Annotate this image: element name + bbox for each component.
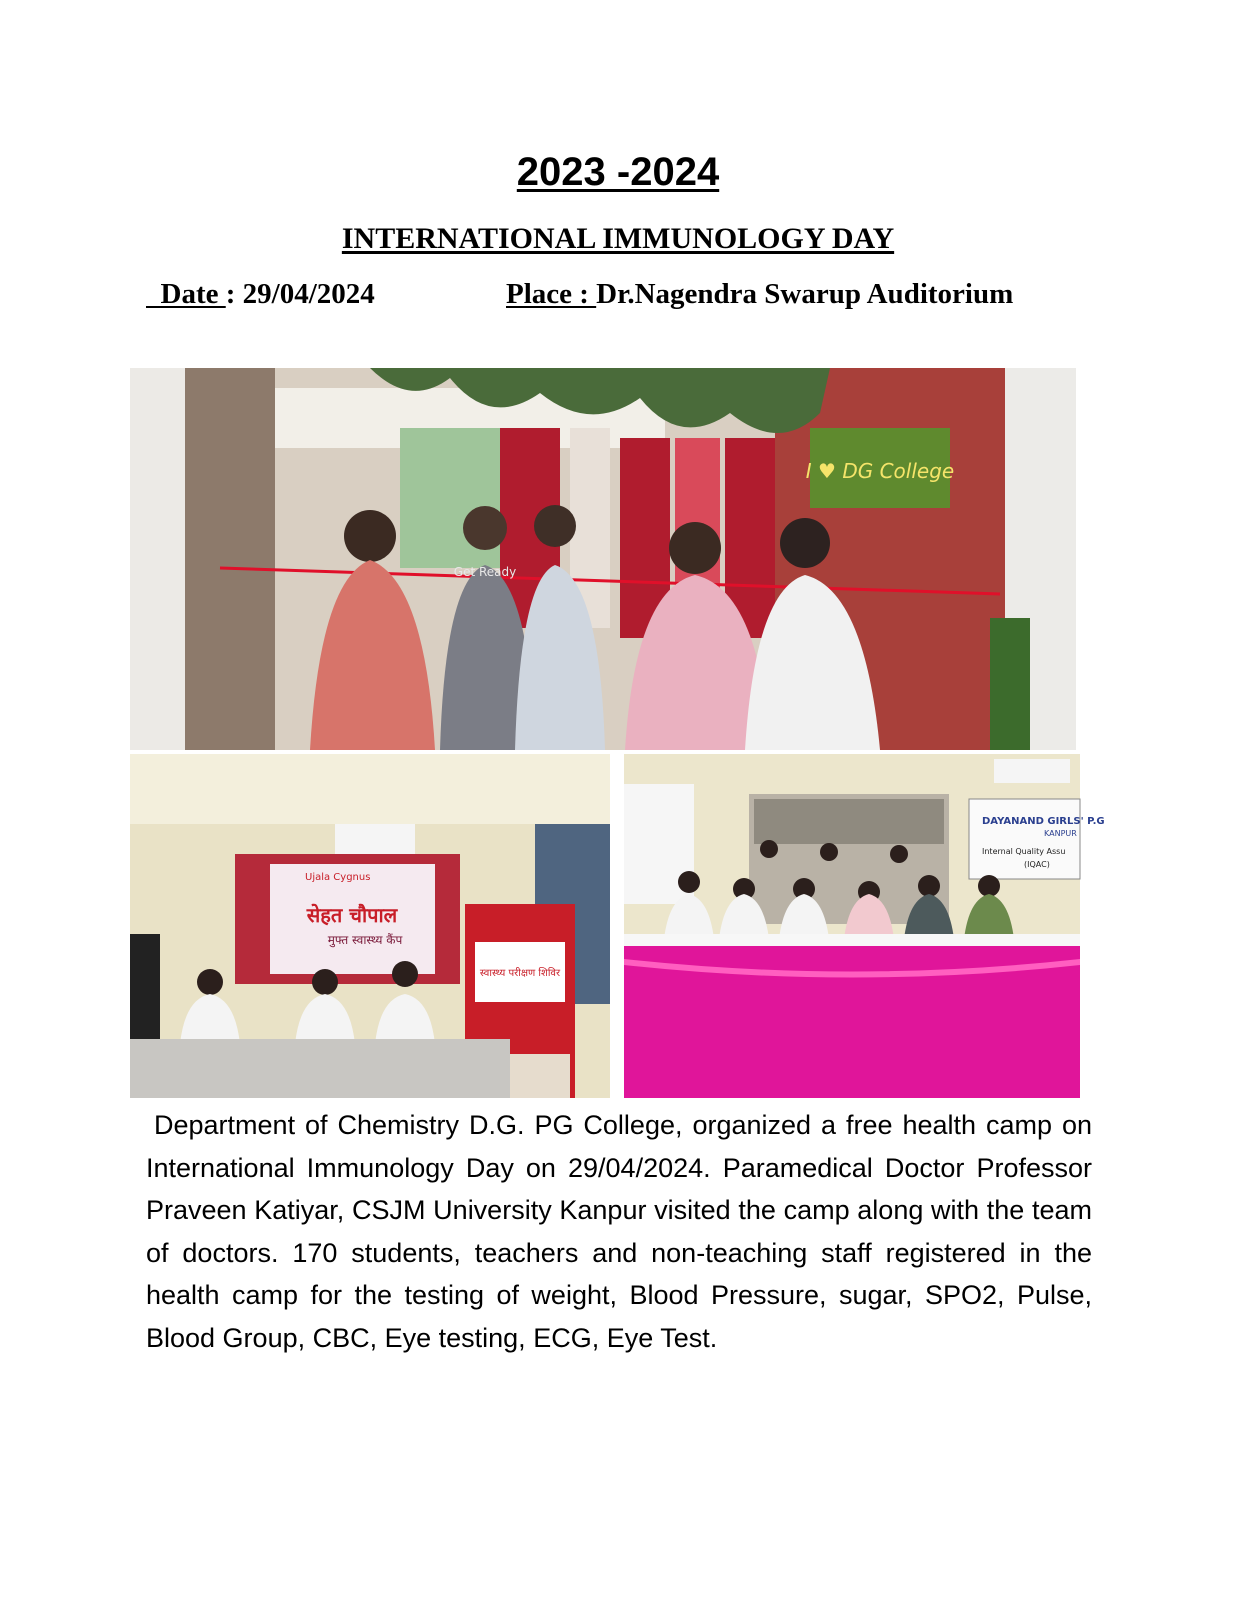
health-desk-photo (130, 754, 610, 1098)
date-label: Date (146, 278, 226, 310)
event-description: Department of Chemistry D.G. PG College, organized a free health camp on International Immunology Day on 29/04/2024. Paramedical Doctor Professor Praveen Katiyar, CSJM University Kanpur visited the camp along with the team of doctors. 170 students, teachers and non-teaching staff registered in the health camp for the testing of weight, Blood Pressure, sugar, SPO2, Pulse, Blood Group, CBC, Eye testing, ECG, Eye Test. (146, 1110, 1092, 1353)
panel-banner-title: DAYANAND GIRLS' P.G (982, 816, 1105, 827)
ribbon-cutting-photo (130, 368, 1076, 750)
i-love-dg-college-sign: I ♥ DG College (805, 459, 955, 483)
desk-banner-brand: Ujala Cygnus (305, 872, 371, 883)
year-heading: 2023 -2024 (516, 150, 720, 194)
doctors-panel-photo (624, 754, 1105, 1098)
event-meta-row (146, 278, 1096, 318)
desk-banner-heading: सेहत चौपाल (306, 903, 398, 927)
date-value: : 29/04/2024 (225, 278, 375, 310)
desk-banner-subheading: मुफ्त स्वास्थ्य कैंप (327, 933, 403, 947)
place-label: Place : (506, 278, 597, 310)
event-title: INTERNATIONAL IMMUNOLOGY DAY (341, 222, 895, 255)
place-field (506, 278, 1013, 311)
shirt-text: Get Ready (453, 565, 517, 579)
date-field (146, 278, 375, 311)
desk-standee-title: स्वास्थ्य परीक्षण शिविर (479, 968, 561, 979)
panel-banner-line: Internal Quality Assu (982, 847, 1066, 856)
place-value: Dr.Nagendra Swarup Auditorium (596, 278, 1014, 310)
panel-banner-city: KANPUR (1044, 829, 1077, 838)
panel-banner-iqac: (IQAC) (1024, 860, 1050, 869)
